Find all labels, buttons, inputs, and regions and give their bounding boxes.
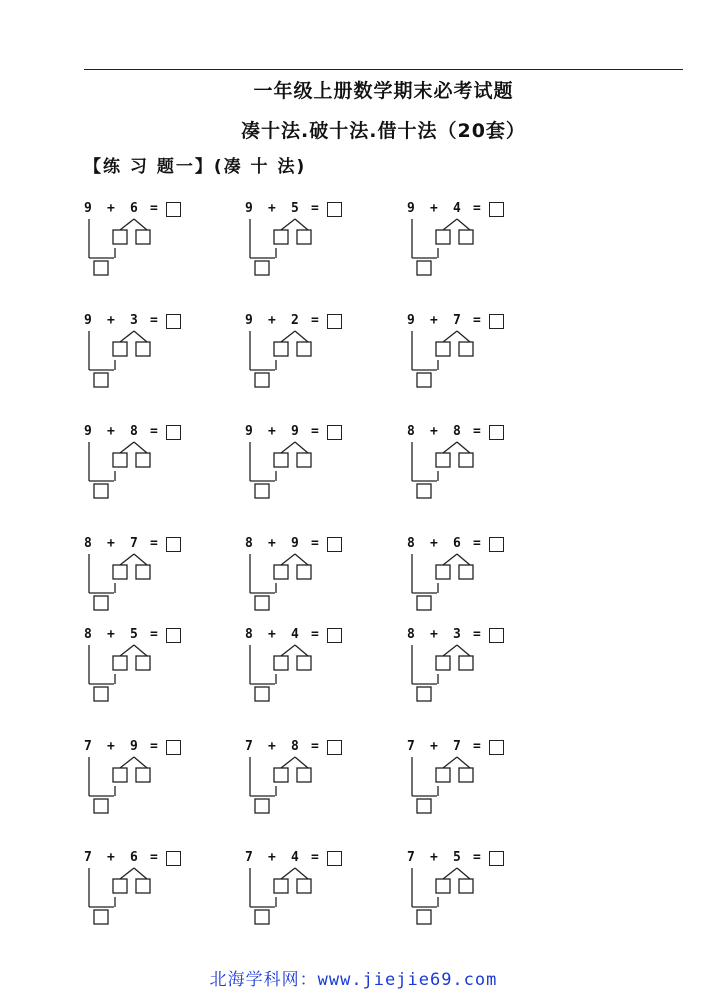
addend-b: 4 <box>291 850 299 865</box>
plus-sign: + <box>268 850 276 865</box>
branch-right-line <box>295 219 308 230</box>
addend-a: 7 <box>84 739 92 754</box>
ten-box[interactable] <box>255 373 269 387</box>
footer-site-name: 北海学科网： <box>209 970 318 990</box>
problem-item <box>84 200 194 280</box>
split-box-left[interactable] <box>113 342 127 356</box>
problem-item <box>245 423 355 503</box>
page-subtitle: 凑十法.破十法.借十法（20套） <box>241 120 526 142</box>
problem-item <box>84 312 194 392</box>
equals-sign: = <box>473 850 481 865</box>
equals-sign: = <box>150 850 158 865</box>
branch-left-line <box>281 757 295 768</box>
problem-item <box>245 312 355 392</box>
split-box-right[interactable] <box>297 879 311 893</box>
problem-item <box>245 535 355 615</box>
decomposition-tree <box>84 849 194 929</box>
ten-box[interactable] <box>417 373 431 387</box>
decomposition-tree <box>407 535 517 615</box>
addend-a: 8 <box>407 627 415 642</box>
branch-left-line <box>281 331 295 342</box>
branch-right-line <box>457 554 470 565</box>
plus-sign: + <box>430 850 438 865</box>
split-box-left[interactable] <box>113 453 127 467</box>
split-box-right[interactable] <box>136 342 150 356</box>
problem-item <box>407 312 517 392</box>
split-box-left[interactable] <box>274 768 288 782</box>
plus-sign: + <box>268 201 276 216</box>
addend-a: 7 <box>407 850 415 865</box>
plus-sign: + <box>268 627 276 642</box>
addend-a: 9 <box>245 424 253 439</box>
split-box-left[interactable] <box>274 879 288 893</box>
addend-a: 9 <box>407 201 415 216</box>
plus-sign: + <box>430 536 438 551</box>
addend-a: 9 <box>84 201 92 216</box>
split-box-left[interactable] <box>274 342 288 356</box>
decomposition-tree <box>407 423 517 503</box>
branch-left-line <box>120 645 134 656</box>
decomposition-tree <box>245 312 355 392</box>
branch-right-line <box>457 442 470 453</box>
problem-item <box>407 626 517 706</box>
equals-sign: = <box>473 201 481 216</box>
addend-a: 9 <box>407 313 415 328</box>
problem-item <box>407 200 517 280</box>
addend-b: 3 <box>453 627 461 642</box>
branch-right-line <box>457 868 470 879</box>
split-box-left[interactable] <box>436 453 450 467</box>
branch-left-line <box>120 554 134 565</box>
addend-a: 7 <box>84 850 92 865</box>
decomposition-tree <box>407 626 517 706</box>
split-box-left[interactable] <box>274 656 288 670</box>
equals-sign: = <box>150 424 158 439</box>
ten-box[interactable] <box>417 687 431 701</box>
addend-a: 8 <box>245 536 253 551</box>
plus-sign: + <box>107 627 115 642</box>
problem-item <box>407 423 517 503</box>
problem-item <box>245 200 355 280</box>
split-box-right[interactable] <box>136 230 150 244</box>
split-box-left[interactable] <box>436 768 450 782</box>
equals-sign: = <box>311 739 319 754</box>
addend-b: 5 <box>453 850 461 865</box>
addend-a: 8 <box>407 536 415 551</box>
split-box-left[interactable] <box>274 565 288 579</box>
branch-right-line <box>134 331 147 342</box>
split-box-left[interactable] <box>113 565 127 579</box>
addend-b: 6 <box>453 536 461 551</box>
top-rule <box>84 69 683 70</box>
ten-box[interactable] <box>255 799 269 813</box>
footer <box>0 965 707 990</box>
addend-a: 9 <box>245 201 253 216</box>
split-box-right[interactable] <box>297 656 311 670</box>
split-box-right[interactable] <box>459 342 473 356</box>
equals-sign: = <box>473 313 481 328</box>
equals-sign: = <box>473 627 481 642</box>
split-box-left[interactable] <box>113 879 127 893</box>
split-box-right[interactable] <box>459 230 473 244</box>
addend-b: 9 <box>291 536 299 551</box>
decomposition-tree <box>245 626 355 706</box>
problem-item <box>245 738 355 818</box>
branch-left-line <box>443 554 457 565</box>
ten-box[interactable] <box>94 484 108 498</box>
addend-b: 8 <box>453 424 461 439</box>
split-box-right[interactable] <box>297 453 311 467</box>
branch-right-line <box>457 219 470 230</box>
ten-box[interactable] <box>255 687 269 701</box>
branch-right-line <box>457 645 470 656</box>
addend-b: 9 <box>291 424 299 439</box>
split-box-left[interactable] <box>113 768 127 782</box>
decomposition-tree <box>407 738 517 818</box>
branch-left-line <box>120 331 134 342</box>
addend-a: 9 <box>84 424 92 439</box>
split-box-left[interactable] <box>436 230 450 244</box>
decomposition-tree <box>84 312 194 392</box>
ten-box[interactable] <box>255 261 269 275</box>
branch-left-line <box>443 757 457 768</box>
equals-sign: = <box>311 627 319 642</box>
problem-item <box>245 849 355 929</box>
ten-box[interactable] <box>94 910 108 924</box>
plus-sign: + <box>430 739 438 754</box>
split-box-right[interactable] <box>297 342 311 356</box>
equals-sign: = <box>311 201 319 216</box>
equals-sign: = <box>150 201 158 216</box>
decomposition-tree <box>245 738 355 818</box>
addend-b: 7 <box>453 739 461 754</box>
addend-b: 3 <box>130 313 138 328</box>
ten-box[interactable] <box>417 910 431 924</box>
decomposition-tree <box>245 423 355 503</box>
branch-left-line <box>120 219 134 230</box>
ten-box[interactable] <box>255 596 269 610</box>
plus-sign: + <box>430 424 438 439</box>
split-box-right[interactable] <box>459 565 473 579</box>
addend-a: 7 <box>245 850 253 865</box>
split-box-left[interactable] <box>274 453 288 467</box>
split-box-right[interactable] <box>459 768 473 782</box>
branch-right-line <box>134 554 147 565</box>
branch-left-line <box>443 868 457 879</box>
equals-sign: = <box>150 313 158 328</box>
footer-url[interactable]: www.jiejie69.com <box>317 970 498 990</box>
addend-b: 7 <box>453 313 461 328</box>
branch-left-line <box>443 219 457 230</box>
split-box-left[interactable] <box>436 565 450 579</box>
equals-sign: = <box>150 627 158 642</box>
branch-right-line <box>134 442 147 453</box>
split-box-right[interactable] <box>136 768 150 782</box>
branch-right-line <box>295 442 308 453</box>
addend-b: 5 <box>291 201 299 216</box>
split-box-left[interactable] <box>274 230 288 244</box>
ten-box[interactable] <box>417 596 431 610</box>
branch-left-line <box>443 442 457 453</box>
split-box-right[interactable] <box>459 656 473 670</box>
problem-item <box>407 535 517 615</box>
decomposition-tree <box>245 200 355 280</box>
page-title: 一年级上册数学期末必考试题 <box>253 80 514 102</box>
split-box-right[interactable] <box>297 768 311 782</box>
split-box-left[interactable] <box>436 879 450 893</box>
ten-box[interactable] <box>417 799 431 813</box>
split-box-left[interactable] <box>436 656 450 670</box>
addend-a: 7 <box>245 739 253 754</box>
equals-sign: = <box>311 850 319 865</box>
addend-a: 8 <box>245 627 253 642</box>
branch-left-line <box>120 442 134 453</box>
plus-sign: + <box>430 201 438 216</box>
equals-sign: = <box>473 739 481 754</box>
decomposition-tree <box>84 738 194 818</box>
plus-sign: + <box>107 739 115 754</box>
ten-box[interactable] <box>94 373 108 387</box>
split-box-right[interactable] <box>136 565 150 579</box>
ten-box[interactable] <box>94 799 108 813</box>
addend-b: 4 <box>453 201 461 216</box>
branch-right-line <box>295 757 308 768</box>
addend-b: 8 <box>291 739 299 754</box>
addend-b: 8 <box>130 424 138 439</box>
plus-sign: + <box>107 313 115 328</box>
split-box-left[interactable] <box>436 342 450 356</box>
decomposition-tree <box>84 626 194 706</box>
branch-right-line <box>134 645 147 656</box>
plus-sign: + <box>268 739 276 754</box>
problem-item <box>84 423 194 503</box>
decomposition-tree <box>407 312 517 392</box>
problem-item <box>407 849 517 929</box>
branch-right-line <box>457 331 470 342</box>
decomposition-tree <box>407 849 517 929</box>
split-box-right[interactable] <box>136 453 150 467</box>
branch-right-line <box>457 757 470 768</box>
plus-sign: + <box>268 536 276 551</box>
addend-b: 2 <box>291 313 299 328</box>
equals-sign: = <box>150 536 158 551</box>
problem-item <box>245 626 355 706</box>
plus-sign: + <box>107 536 115 551</box>
decomposition-tree <box>245 535 355 615</box>
addend-a: 9 <box>245 313 253 328</box>
branch-left-line <box>281 554 295 565</box>
equals-sign: = <box>311 536 319 551</box>
split-box-right[interactable] <box>297 565 311 579</box>
split-box-right[interactable] <box>136 656 150 670</box>
problem-item <box>84 626 194 706</box>
addend-a: 9 <box>84 313 92 328</box>
branch-left-line <box>443 331 457 342</box>
problem-item <box>84 535 194 615</box>
branch-left-line <box>281 442 295 453</box>
plus-sign: + <box>107 201 115 216</box>
decomposition-tree <box>407 200 517 280</box>
branch-left-line <box>281 645 295 656</box>
equals-sign: = <box>473 424 481 439</box>
branch-left-line <box>281 219 295 230</box>
split-box-left[interactable] <box>113 230 127 244</box>
plus-sign: + <box>268 313 276 328</box>
branch-left-line <box>443 645 457 656</box>
decomposition-tree <box>84 423 194 503</box>
equals-sign: = <box>473 536 481 551</box>
branch-right-line <box>295 554 308 565</box>
plus-sign: + <box>430 313 438 328</box>
decomposition-tree <box>84 200 194 280</box>
branch-right-line <box>295 868 308 879</box>
split-box-right[interactable] <box>297 230 311 244</box>
addend-b: 9 <box>130 739 138 754</box>
addend-b: 4 <box>291 627 299 642</box>
addend-b: 5 <box>130 627 138 642</box>
addend-a: 8 <box>84 627 92 642</box>
branch-right-line <box>134 868 147 879</box>
branch-left-line <box>120 868 134 879</box>
addend-b: 7 <box>130 536 138 551</box>
addend-b: 6 <box>130 850 138 865</box>
branch-left-line <box>281 868 295 879</box>
problem-item <box>84 738 194 818</box>
ten-box[interactable] <box>94 596 108 610</box>
ten-box[interactable] <box>94 687 108 701</box>
plus-sign: + <box>107 424 115 439</box>
addend-b: 6 <box>130 201 138 216</box>
plus-sign: + <box>430 627 438 642</box>
ten-box[interactable] <box>94 261 108 275</box>
addend-a: 8 <box>407 424 415 439</box>
equals-sign: = <box>311 424 319 439</box>
split-box-right[interactable] <box>136 879 150 893</box>
branch-right-line <box>295 645 308 656</box>
ten-box[interactable] <box>417 484 431 498</box>
branch-right-line <box>134 219 147 230</box>
addend-a: 7 <box>407 739 415 754</box>
problem-item <box>84 849 194 929</box>
addend-a: 8 <box>84 536 92 551</box>
ten-box[interactable] <box>255 910 269 924</box>
ten-box[interactable] <box>417 261 431 275</box>
plus-sign: + <box>268 424 276 439</box>
branch-left-line <box>120 757 134 768</box>
ten-box[interactable] <box>255 484 269 498</box>
branch-right-line <box>295 331 308 342</box>
split-box-right[interactable] <box>459 453 473 467</box>
equals-sign: = <box>150 739 158 754</box>
problem-item <box>407 738 517 818</box>
equals-sign: = <box>311 313 319 328</box>
branch-right-line <box>134 757 147 768</box>
decomposition-tree <box>84 535 194 615</box>
split-box-right[interactable] <box>459 879 473 893</box>
split-box-left[interactable] <box>113 656 127 670</box>
plus-sign: + <box>107 850 115 865</box>
decomposition-tree <box>245 849 355 929</box>
section-heading: 【练 习 题一】(凑 十 法) <box>84 157 307 177</box>
